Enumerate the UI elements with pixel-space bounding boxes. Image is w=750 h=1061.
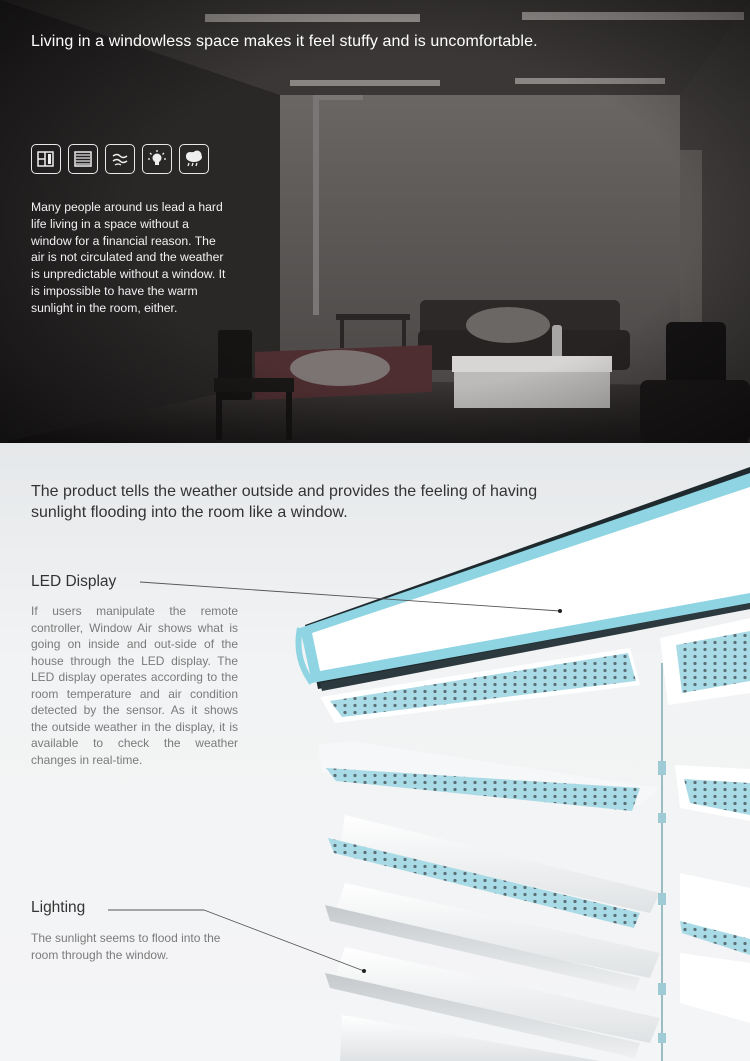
feature-icon-row — [31, 144, 216, 174]
led-display-description: If users manipulate the remote controller, Window Air shows what is going on inside and out-side of the house through the LED display. The LED display operates according to the room temperature and air condition detected by the sensor. As it shows the outside weather in the display, it is available to check the weather changes in real-time. — [31, 604, 238, 767]
rain-cloud-icon — [179, 144, 209, 174]
blinds-icon — [68, 144, 98, 174]
lightbulb-icon — [142, 144, 172, 174]
lighting-description: The sunlight seems to flood into the room through the window. — [31, 931, 221, 962]
hero-title: Living in a windowless space makes it feel stuffy and is uncomfortable. — [31, 33, 538, 50]
hero-description: Many people around us lead a hard life living in a space without a window for a financial reason. The air is not circulated and the weather is unpredictable without a window. It is impossible to have the warm sunlight in the room, either. — [31, 200, 226, 315]
window-icon — [31, 144, 61, 174]
led-display-title: LED Display — [31, 573, 117, 590]
lighting-title: Lighting — [31, 899, 86, 916]
wind-icon — [105, 144, 135, 174]
product-section — [0, 443, 750, 1061]
hero-section — [0, 0, 750, 443]
product-headline: The product tells the weather outside and provides the feeling of having sunlight flooding into the room like a window. — [31, 483, 538, 521]
